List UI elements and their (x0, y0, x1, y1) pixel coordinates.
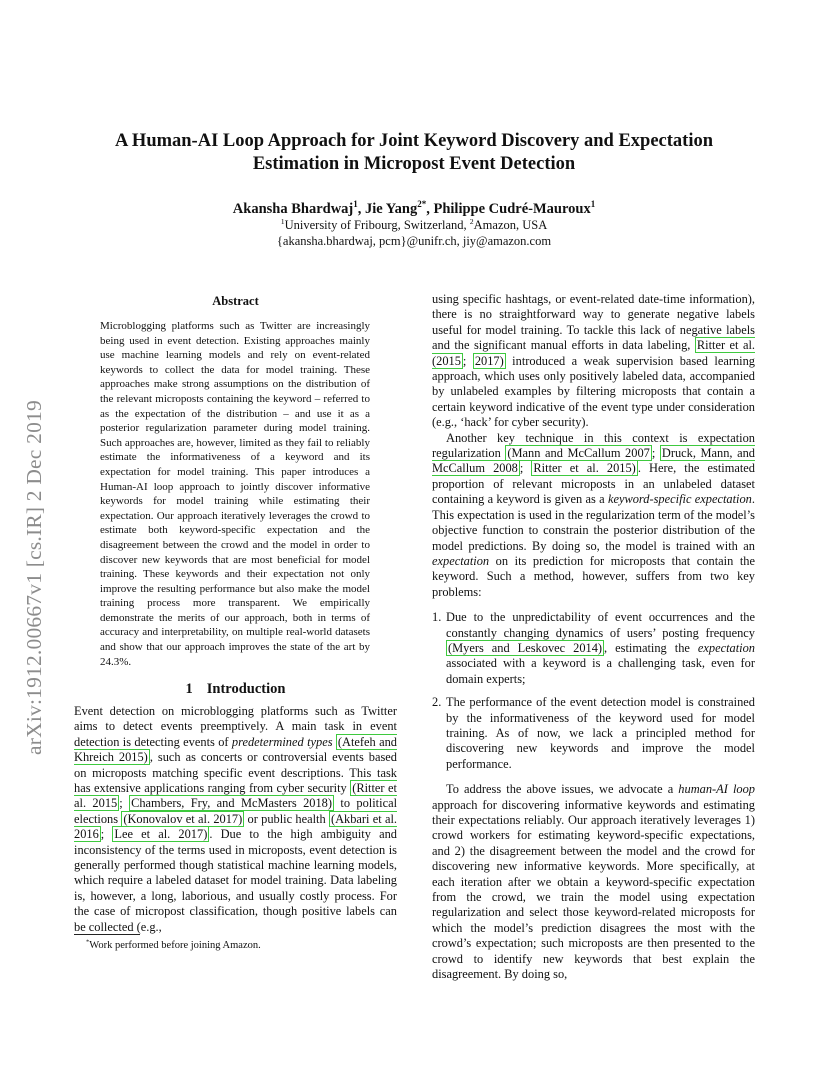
citation-link[interactable]: (Akbari et al. 2016 (74, 811, 398, 842)
author-affiliation-mark: 2* (417, 199, 427, 210)
affiliations (60, 218, 768, 249)
citation-link[interactable]: Ritter et al. (2015 (432, 338, 755, 368)
citation-link[interactable]: Lee et al. 2017) (114, 827, 208, 842)
paper-title (60, 130, 768, 176)
affiliation-mark: 2 (469, 216, 474, 226)
list-number: 2. (432, 695, 442, 710)
footnote-mark: * (86, 938, 90, 946)
introduction-body (74, 704, 397, 935)
citation-link[interactable]: (Atefeh and Khreich 2015) (74, 734, 397, 765)
list-item: 2. The performance of the event detection model is constrained by the informativeness of the keyword used for model training. As of now, we lack a principled method for discovering new keywords and improve the model performance. (432, 695, 755, 771)
abstract-heading: Abstract (212, 294, 259, 308)
abstract-text: Microblogging platforms such as Twitter are increasingly being used in event detection. Existing approaches mainly use machine learning models and rely on event-related keywords to collect the data for model training. These approaches make strong assumptions on the distribution of the relevant microposts containing the keyword – referred to as the expectation of the distribution – and use it as a posterior regularization parameter during model training. Such approaches are, however, limited as they fail to reliably estimate the informativeness of a keyword and its expectation for model training. This paper introduces a Human-AI loop approach to jointly discover informative keywords for model training while estimating their expectation. Our approach iteratively leverages the crowd to estimate both keyword-specific expectation and the disagreement between the crowd and the model in order to discover new keywords that are most beneficial for model training. These keywords and their expectation not only improve the resulting performance but also make the model training process more transparent. We empirically demonstrate the merits of our approach, both in terms of accuracy and interpretability, on multiple real-world datasets and show that our approach improves the state of the art by 24.3%. (100, 320, 370, 668)
author-list: Akansha Bhardwaj$^1$, Jie Yang$^{2*}$, Philippe Cudré-Mauroux$^1$ (232, 199, 596, 217)
section-heading-introduction (74, 681, 397, 698)
affiliation-line (60, 218, 768, 234)
citation-link[interactable]: (Ritter et al. 2015 (74, 781, 397, 811)
footnote-text: Work performed before joining Amazon. (89, 940, 261, 951)
right-column-body (432, 292, 755, 982)
citation-link[interactable]: 2017) (474, 353, 504, 368)
paragraph: Event detection on microblogging platforms such as Twitter aims to detect events preemptively. A main task in event detection is detecting events of predetermined types (Atefeh and Khreich 2015) , such as concerts or controversial events based on microposts matching specific event descriptions. This task has extensive applications ranging from cyber security (Ritter et al. 2015 ; Chambers, Fry, and McMasters 2018) to political elections (Konovalov et al. 2017) or public health (Akbari et al. 2016 ; Lee et al. 2017) . Due to the high ambiguity and inconsistency of the terms used in microposts, event detection is generally performed though statistical machine learning models, which require a labeled dataset for model training. Data labeling is, however, a long, laborious, and usually costly process. For the case of micropost classification, though positive labels can be collected (e.g., (74, 704, 398, 934)
footnote (86, 940, 261, 951)
list-item: 1. Due to the unpredictability of event occurrences and the constantly changing dynamics of users’ posting frequency (Myers and Leskovec 2014) , estimating the expectation associated with a keyword is a challenging task, even for domain experts; (432, 610, 755, 686)
citation-link[interactable]: Ritter et al. 2015) (533, 461, 636, 476)
title-line-2: Estimation in Micropost Event Detection (252, 154, 576, 174)
paragraph: using specific hashtags, or event-related date-time information), there is no straightforward way to generate negative labels useful for model training. To tackle this lack of negative labels and the significant manual efforts in data labeling, Ritter et al. (2015 ; 2017) introduced a weak supervision based learning approach, which uses only positively labeled data, accompanied by unlabeled examples by filtering microposts that contain a certain keyword indicative of the event type under consideration (e.g., ‘hack’ for cyber security). (432, 292, 755, 430)
affiliation-mark: 1 (280, 216, 285, 226)
author-emails: {akansha.bhardwaj, pcm}@unifr.ch, jiy@amazon.com (276, 233, 552, 248)
footnote-rule (74, 934, 140, 935)
paragraph: Another key technique in this context is expectation regularization (Mann and McCallum 2007 ; Druck, Mann, and McCallum 2008 ; Ritter et al. 2015) . Here, the estimated proportion of relevant microposts in an unlabeled dataset containing a keyword is given as a keyword-specific expectation. This expectation is used in the regularization term of the model’s objective function to constrain the posterior distribution of the model predictions. By doing so, the model is trained with an expectation on its prediction for microposts that contain the keyword. Such a method, however, suffers from two key problems: (432, 430, 755, 599)
affiliation-university: University of Fribourg, Switzerland, (284, 218, 470, 232)
arxiv-identifier-stamp: arXiv:1912.00667v1 [cs.IR] 2 Dec 2019 (22, 400, 46, 755)
author-name: Jie Yang (365, 201, 418, 217)
section-title: Introduction (206, 681, 286, 697)
title-line-1: A Human-AI Loop Approach for Joint Keyword Discovery and Expectation (114, 131, 714, 151)
paragraph: To address the above issues, we advocate a human-AI loop approach for discovering informative keywords and estimating their expectations reliably. Our approach iteratively leverages 1) crowd workers for estimating keyword-specific expectations, and 2) the disagreement between the model and the crowd for discovering new informative keywords. More specifically, at each iteration after we obtain a keyword-specific expectation from the crowd, we train the model using expectation regularization and select those keyword-related microposts for which the model’s prediction disagrees the most with the crowd’s expectation; such microposts are then presented to the crowd to identify new keywords that best explain the disagreement. By doing so, (432, 782, 755, 982)
author-name: Akansha Bhardwaj (232, 201, 354, 217)
author-affiliation-mark: 1 (590, 199, 596, 210)
section-number: 1 (185, 681, 193, 697)
affiliation-company: Amazon, USA (473, 218, 548, 232)
author-affiliation-mark: 1 (353, 199, 358, 210)
author-name: Philippe Cudré-Mauroux (433, 201, 591, 217)
citation-link[interactable]: Chambers, Fry, and McMasters 2018) (131, 796, 332, 811)
citation-link[interactable]: (Mann and McCallum 2007 (507, 446, 650, 461)
problem-list (432, 610, 755, 772)
list-number: 1. (432, 610, 442, 625)
citation-link[interactable]: Druck, Mann, and McCallum 2008 (432, 446, 755, 476)
citation-link[interactable]: (Myers and Leskovec 2014) (448, 640, 603, 655)
citation-link[interactable]: (Konovalov et al. 2017) (123, 811, 243, 826)
